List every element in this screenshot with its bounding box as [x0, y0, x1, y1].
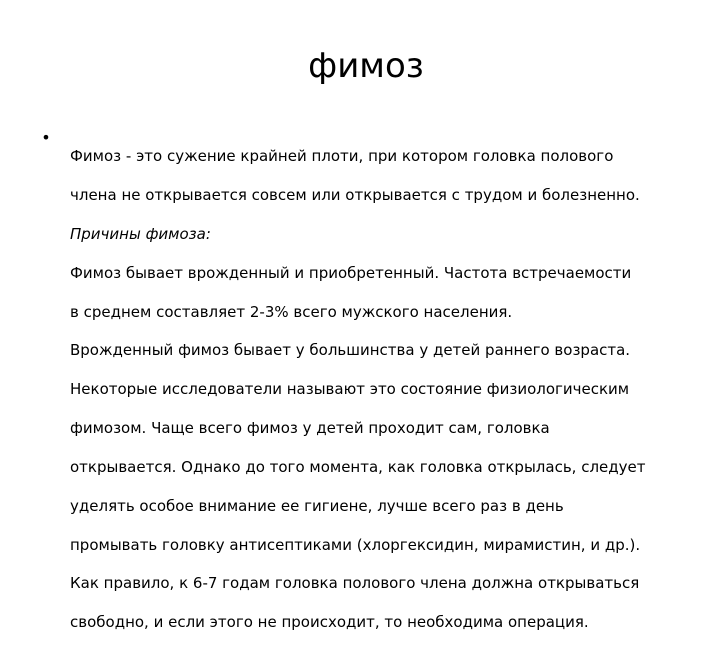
- text-line: Фимоз бывает врожденный и приобретенный. Частота встречаемости: [70, 263, 632, 282]
- text-line: в среднем составляет 2-3% всего мужского населения.: [70, 302, 513, 321]
- text-line: Врожденный фимоз бывает у большинства у детей раннего возраста.: [70, 341, 631, 360]
- text-line: промывать головку антисептиками (хлоргексидин, мирамистин, и др.).: [70, 535, 641, 554]
- text-line: уделять особое внимание ее гигиене, лучше всего раз в день: [70, 496, 564, 515]
- causes-heading: Причины фимоза:: [70, 225, 211, 244]
- slide-title: фимоз: [308, 46, 424, 86]
- text-line: члена не открывается совсем или открывается с трудом и болезненно.: [70, 186, 640, 205]
- text-line: фимозом. Чаще всего фимоз у детей проходит сам, головка: [70, 419, 550, 438]
- text-line: Некоторые исследователи называют это состояние физиологическим: [70, 380, 630, 399]
- text-line: Как правило, к 6-7 годам головка полового члена должна открываться: [70, 574, 640, 593]
- slide-content: [36, 128, 686, 652]
- text-line: свободно, и если этого не происходит, то необходима операция.: [70, 613, 589, 632]
- bullet-text: [70, 128, 686, 652]
- text-line: Фимоз - это сужение крайней плоти, при котором головка полового: [70, 147, 614, 166]
- bullet-item: [36, 128, 686, 652]
- bullet-icon: •: [41, 128, 51, 147]
- text-line: открывается. Однако до того момента, как головка открылась, следует: [70, 457, 646, 476]
